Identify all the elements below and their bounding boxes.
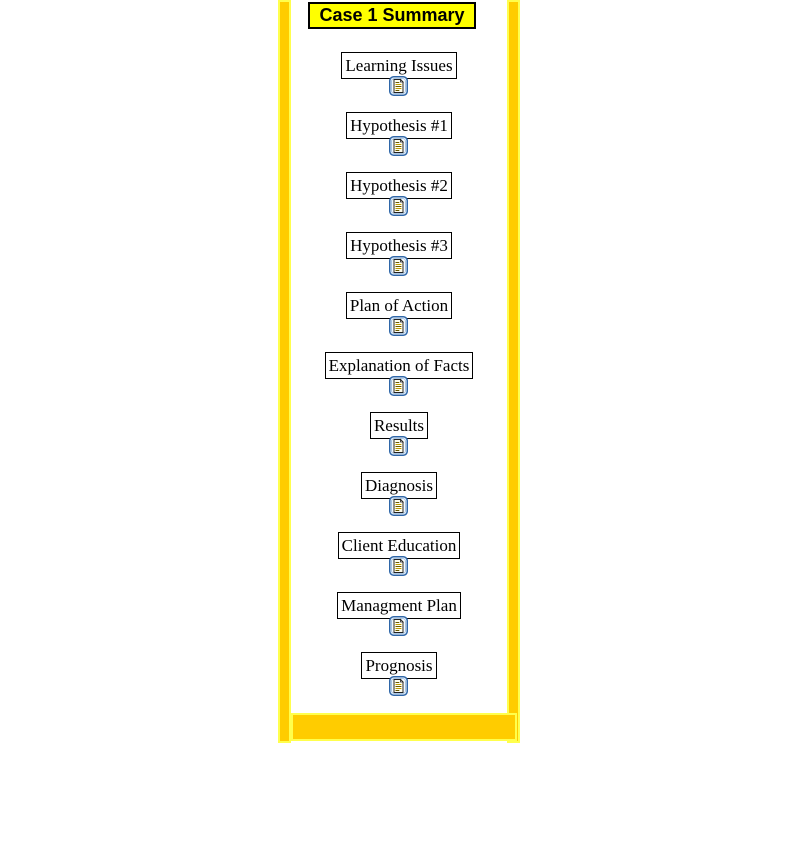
nav-list bbox=[325, 52, 474, 712]
nav-item-label: Results bbox=[370, 412, 428, 439]
nav-item bbox=[341, 52, 456, 96]
nav-item-label: Hypothesis #3 bbox=[346, 232, 452, 259]
left-frame-bar bbox=[278, 0, 291, 743]
bottom-frame-bar bbox=[291, 713, 517, 741]
nav-item-label: Learning Issues bbox=[341, 52, 456, 79]
nav-item-label: Managment Plan bbox=[337, 592, 461, 619]
nav-item-label: Diagnosis bbox=[361, 472, 437, 499]
nav-item-label: Explanation of Facts bbox=[325, 352, 474, 379]
page-title: Case 1 Summary bbox=[308, 2, 475, 29]
document-link-icon[interactable] bbox=[389, 436, 408, 456]
document-link-icon[interactable] bbox=[389, 76, 408, 96]
nav-item bbox=[361, 472, 437, 516]
document-link-icon[interactable] bbox=[389, 136, 408, 156]
document-link-icon[interactable] bbox=[389, 556, 408, 576]
nav-item bbox=[346, 172, 452, 216]
nav-item bbox=[361, 652, 436, 696]
nav-item-label: Prognosis bbox=[361, 652, 436, 679]
document-link-icon[interactable] bbox=[389, 376, 408, 396]
nav-item-label: Client Education bbox=[338, 532, 461, 559]
document-link-icon[interactable] bbox=[389, 196, 408, 216]
content-column bbox=[291, 0, 507, 712]
nav-item bbox=[346, 232, 452, 276]
nav-item bbox=[370, 412, 428, 456]
nav-item bbox=[337, 592, 461, 636]
document-link-icon[interactable] bbox=[389, 316, 408, 336]
nav-item bbox=[346, 112, 452, 156]
nav-item bbox=[346, 292, 452, 336]
nav-item-label: Hypothesis #2 bbox=[346, 172, 452, 199]
right-frame-bar bbox=[507, 0, 520, 743]
document-link-icon[interactable] bbox=[389, 496, 408, 516]
document-link-icon[interactable] bbox=[389, 616, 408, 636]
document-link-icon[interactable] bbox=[389, 676, 408, 696]
nav-item bbox=[325, 352, 474, 396]
nav-item-label: Hypothesis #1 bbox=[346, 112, 452, 139]
document-link-icon[interactable] bbox=[389, 256, 408, 276]
nav-item-label: Plan of Action bbox=[346, 292, 452, 319]
nav-item bbox=[338, 532, 461, 576]
